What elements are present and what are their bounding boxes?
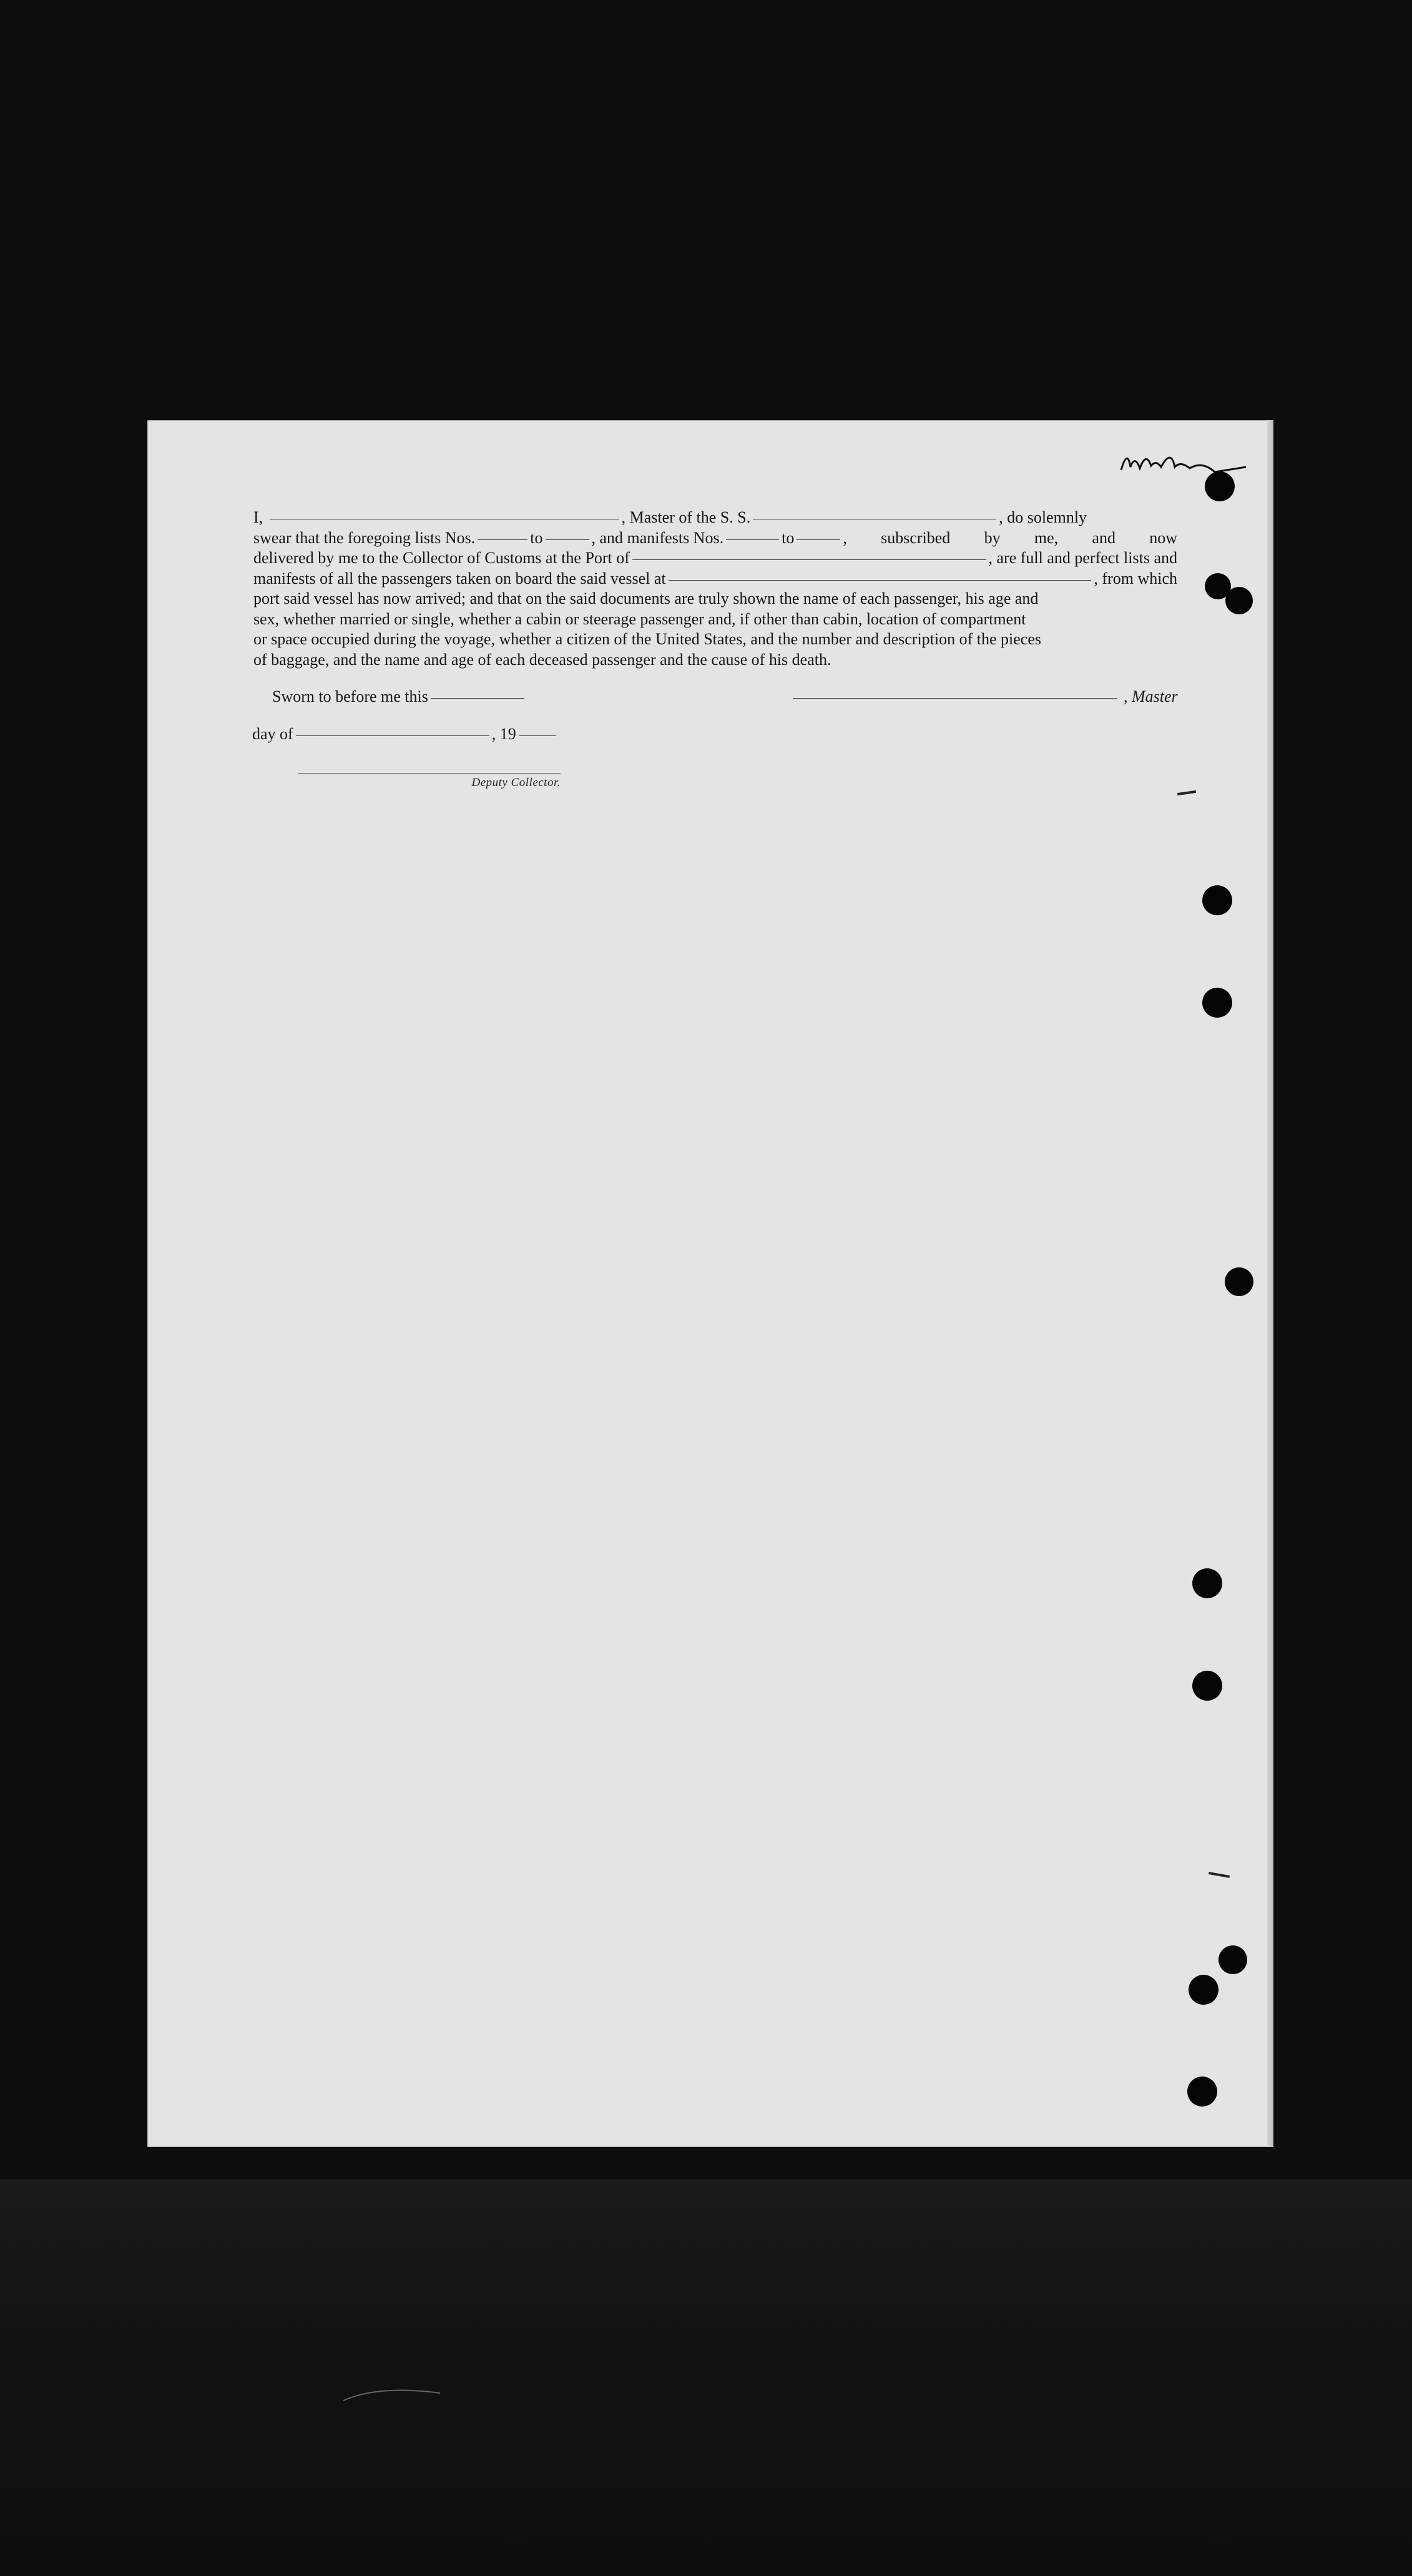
oath-line-2	[253, 528, 1177, 549]
day-of-text: day of	[252, 725, 293, 743]
ink-mark	[1177, 790, 1196, 795]
oath-text: or space occupied during the voyage, whether a citizen of the United States, and the number and description of the pieces	[253, 630, 1042, 648]
port-blank	[632, 559, 986, 560]
punch-hole	[1187, 2077, 1217, 2107]
oath-text: swear that the foregoing lists Nos.	[253, 528, 476, 547]
day-of-line	[252, 725, 559, 744]
deputy-collector-label: Deputy Collector.	[298, 773, 561, 790]
oath-text: , subscribed by me, and now	[843, 528, 1177, 547]
manifest-sheet	[147, 420, 1273, 2147]
punch-hole	[1192, 1568, 1222, 1598]
ink-mark	[1209, 1872, 1230, 1878]
oath-text: , and manifests Nos.	[591, 528, 724, 547]
oath-text: , Master of the S. S.	[621, 508, 751, 526]
oath-text: , from which	[1094, 569, 1177, 587]
punch-hole	[1189, 1975, 1218, 2005]
master-label: , Master	[1124, 687, 1178, 705]
punch-hole	[1202, 988, 1232, 1018]
oath-line-4	[253, 569, 1177, 589]
departure-port-blank	[669, 580, 1092, 581]
master-signature-blank	[793, 698, 1117, 699]
oath-line-3	[253, 548, 1177, 569]
year-blank	[519, 735, 556, 736]
month-blank	[296, 735, 489, 736]
oath-line-6	[253, 609, 1177, 630]
punch-hole	[1202, 885, 1232, 915]
oath-text: port said vessel has now arrived; and that on the said documents are truly shown the name of each passenger, his age and	[253, 589, 1039, 607]
punch-hole	[1225, 587, 1253, 614]
manifests-to-blank	[797, 539, 840, 540]
oath-text: , do solemnly	[999, 508, 1087, 526]
oath-text: to	[530, 528, 543, 547]
oath-text: sex, whether married or single, whether a cabin or steerage passenger and, if other than cabin, location of compartment	[253, 609, 1026, 628]
sheet-edge	[1267, 420, 1273, 2147]
oath-text: to	[782, 528, 795, 547]
lists-from-blank	[478, 539, 527, 540]
oath-line-8	[253, 650, 1177, 671]
manifests-from-blank	[726, 539, 779, 540]
oath-text: I,	[253, 508, 267, 526]
master-oath-paragraph	[253, 508, 1177, 670]
year-text: , 19	[491, 725, 516, 743]
scan-background-bottom	[0, 2179, 1412, 2576]
lists-to-blank	[546, 539, 589, 540]
oath-text: , are full and perfect lists and	[988, 549, 1177, 567]
punch-hole	[1225, 1267, 1253, 1296]
oath-text: delivered by me to the Collector of Customs at the Port of	[253, 549, 630, 567]
oath-line-5	[253, 589, 1177, 609]
punch-hole	[1205, 471, 1235, 501]
sworn-text: Sworn to before me this	[272, 687, 428, 705]
oath-text: of baggage, and the name and age of each deceased passenger and the cause of his death.	[253, 650, 831, 669]
oath-line-7	[253, 629, 1177, 650]
sworn-line	[272, 687, 527, 706]
master-signature-line	[790, 687, 1178, 706]
oath-text: manifests of all the passengers taken on board the said vessel at	[253, 569, 666, 587]
punch-hole	[1218, 1945, 1247, 1974]
scan-artifact	[340, 2382, 446, 2407]
oath-line-1	[253, 508, 1177, 528]
sworn-date-blank	[431, 698, 524, 699]
punch-hole	[1192, 1671, 1222, 1701]
